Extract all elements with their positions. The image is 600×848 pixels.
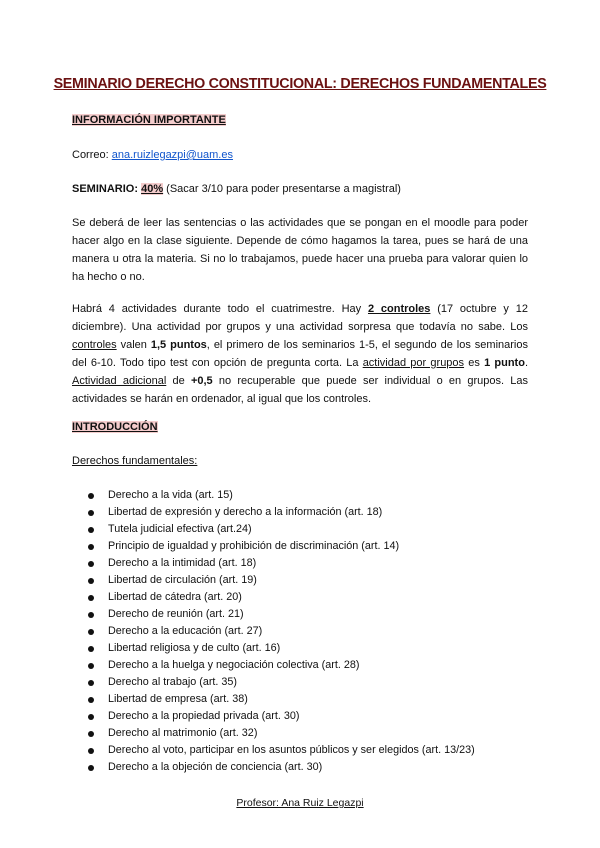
list-item — [72, 504, 542, 521]
p2-controles: controles — [72, 339, 117, 351]
section-heading-intro — [72, 419, 158, 437]
list-item — [72, 572, 542, 589]
list-item — [72, 657, 542, 674]
list-item — [72, 640, 542, 657]
bullet-icon — [88, 765, 94, 771]
p2-extra-activity: Actividad adicional — [72, 375, 167, 387]
list-item — [72, 674, 542, 691]
list-item-text: Libertad de empresa (art. 38) — [108, 693, 248, 705]
list-item — [72, 708, 542, 725]
list-item — [72, 759, 542, 776]
bullet-icon — [88, 510, 94, 516]
paragraph-activities — [72, 300, 528, 408]
bullet-icon — [88, 629, 94, 635]
p2-points-2: 1 punto — [484, 357, 525, 369]
list-item-text: Libertad de expresión y derecho a la información (art. 18) — [108, 506, 383, 518]
p2-text-3: valen — [116, 339, 151, 351]
section-heading-info-label: INFORMACIÓN IMPORTANTE — [72, 114, 226, 126]
bullet-icon — [88, 493, 94, 499]
paragraph-moodle: Se deberá de leer las sentencias o las actividades que se pongan en el moodle para poder hacer algo en la clase siguiente. Depende de cómo hagamos la tarea, pues se hará de una manera u otra la materia. Si no lo trabajamos, puede hacer una prueba para valorar quien lo ha hecho o no. — [72, 217, 528, 283]
p2-text-4: , el primero de los seminarios 1-5, el segundo de los seminarios del 6-10. Todo tipo test con opción de pregunta corta. La — [72, 339, 528, 369]
list-item-text: Derecho al matrimonio (art. 32) — [108, 727, 258, 739]
list-item-text: Derecho de reunión (art. 21) — [108, 608, 244, 620]
contact-line — [72, 147, 233, 165]
bullet-icon — [88, 663, 94, 669]
list-item-text: Libertad de circulación (art. 19) — [108, 574, 257, 586]
rights-heading: Derechos fundamentales: — [72, 455, 198, 467]
list-item-text: Libertad religiosa y de culto (art. 16) — [108, 642, 281, 654]
list-item-text: Derecho a la propiedad privada (art. 30) — [108, 710, 300, 722]
p2-points-1: 1,5 puntos — [150, 339, 207, 351]
list-item-text: Derecho a la intimidad (art. 18) — [108, 557, 257, 569]
seminario-percent: 40% — [141, 183, 164, 195]
list-item — [72, 623, 542, 640]
p2-text-5: es — [464, 357, 485, 369]
list-item-text: Derecho al trabajo (art. 35) — [108, 676, 238, 688]
bullet-icon — [88, 680, 94, 686]
bullet-icon — [88, 612, 94, 618]
bullet-icon — [88, 544, 94, 550]
list-item — [72, 725, 542, 742]
list-item — [72, 521, 542, 538]
seminario-line — [72, 181, 401, 199]
bullet-icon — [88, 527, 94, 533]
bullet-icon — [88, 578, 94, 584]
list-item-text: Tutela judicial efectiva (art.24) — [108, 523, 252, 535]
list-item-text: Derecho a la huelga y negociación colectiva (art. 28) — [108, 659, 360, 671]
bullet-icon — [88, 731, 94, 737]
list-item-text: Derecho a la objeción de conciencia (art. 30) — [108, 761, 323, 773]
email-link[interactable]: ana.ruizlegazpi@uam.es — [111, 149, 233, 161]
contact-label: Correo: — [72, 149, 112, 161]
list-item — [72, 589, 542, 606]
list-item — [72, 742, 542, 759]
section-heading-info — [72, 112, 226, 130]
p2-points-3: +0,5 — [190, 375, 213, 387]
bullet-icon — [88, 697, 94, 703]
list-item-text: Derecho al voto, participar en los asuntos públicos y ser elegidos (art. 13/23) — [108, 744, 475, 756]
p2-text-2: (17 octubre y 12 diciembre). Una actividad por grupos y una actividad sorpresa que todavía no sabe. Los — [72, 303, 528, 333]
list-item — [72, 606, 542, 623]
list-item — [72, 487, 542, 504]
bullet-icon — [88, 714, 94, 720]
list-item-text: Derecho a la vida (art. 15) — [108, 489, 233, 501]
p2-controls-count: 2 controles — [367, 303, 431, 315]
p2-text-1: Habrá 4 actividades durante todo el cuatrimestre. Hay — [72, 303, 368, 315]
list-item — [72, 555, 542, 572]
seminario-sep: : — [134, 183, 142, 195]
bullet-icon — [88, 561, 94, 567]
p2-group-activity: actividad por grupos — [362, 357, 465, 369]
list-item-text: Principio de igualdad y prohibición de discriminación (art. 14) — [108, 540, 400, 552]
bullet-icon — [88, 646, 94, 652]
seminario-label: SEMINARIO — [72, 183, 135, 195]
section-heading-intro-label: INTRODUCCIÓN — [72, 421, 158, 433]
p2-text-6: . — [524, 357, 529, 369]
p2-text-7: de — [166, 375, 191, 387]
list-item — [72, 691, 542, 708]
rights-list — [72, 487, 542, 776]
p2-text-8: no recuperable que puede ser individual o en grupos. Las actividades se harán en ordenador, al igual que los controles. — [72, 375, 528, 405]
seminario-note: (Sacar 3/10 para poder presentarse a magistral) — [163, 183, 401, 195]
list-item-text: Derecho a la educación (art. 27) — [108, 625, 263, 637]
bullet-icon — [88, 748, 94, 754]
footer-professor: Profesor: Ana Ruiz Legazpi — [236, 797, 364, 809]
list-item — [72, 538, 542, 555]
document-title: SEMINARIO DERECHO CONSTITUCIONAL: DERECHOS FUNDAMENTALES — [53, 76, 547, 92]
list-item-text: Libertad de cátedra (art. 20) — [108, 591, 242, 603]
bullet-icon — [88, 595, 94, 601]
